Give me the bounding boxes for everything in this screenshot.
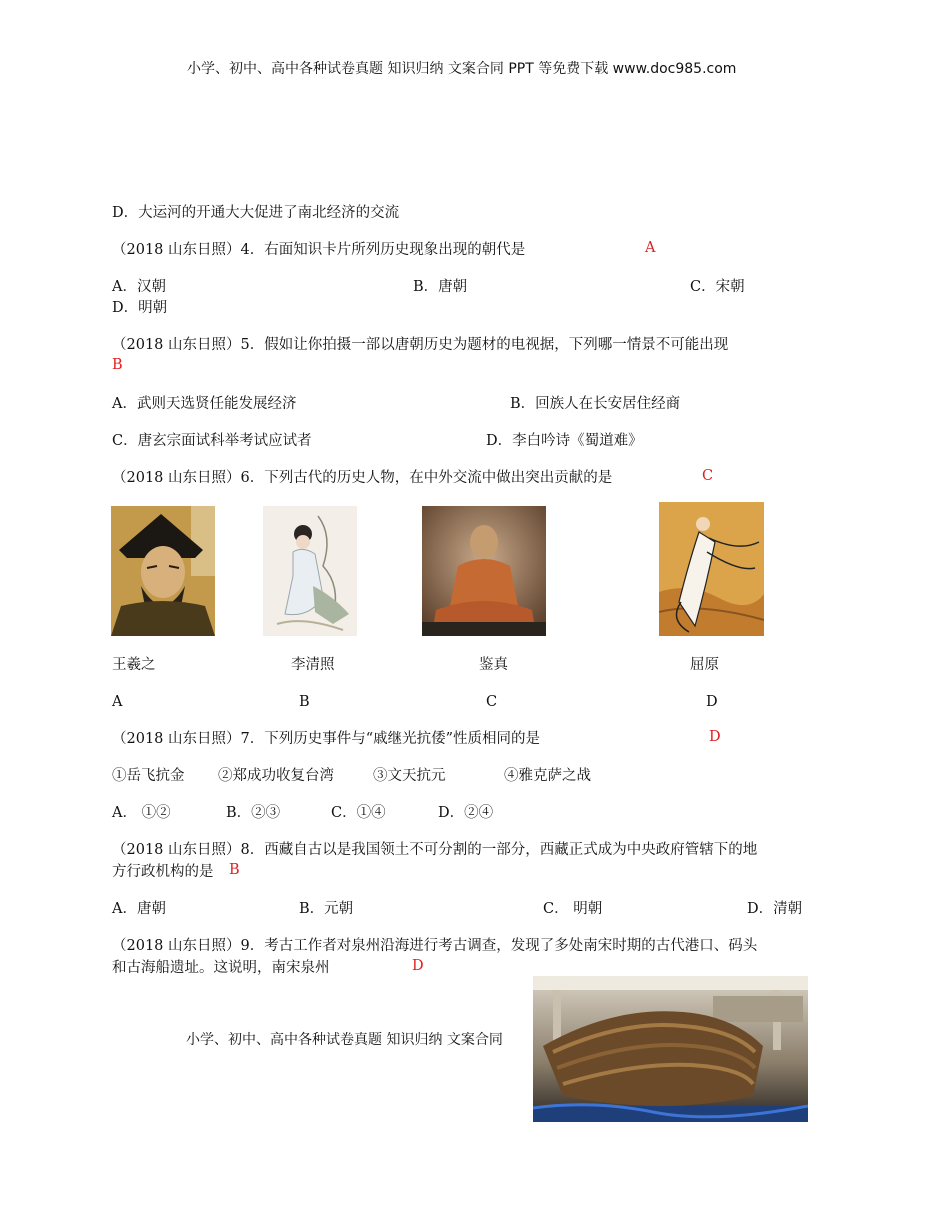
ancient-ship-photo xyxy=(533,976,808,1122)
q7-event-3: ③文天抗元 xyxy=(373,768,446,784)
q8-answer: B xyxy=(229,862,240,878)
q9-stem-line1: （2018 山东日照）9．考古工作者对泉州沿海进行考古调查，发现了多处南宋时期的古代港口、码头 xyxy=(112,938,758,954)
figure-letter-c: C xyxy=(486,694,498,710)
q7-answer: D xyxy=(709,729,721,745)
q7-option-a: A． ①② xyxy=(112,805,171,821)
q4-option-d: D．明朝 xyxy=(112,300,168,316)
q5-option-d: D．李白吟诗《蜀道难》 xyxy=(486,433,643,449)
wang-xizhi-portrait xyxy=(111,506,215,636)
q3-option-d: D．大运河的开通大大促进了南北经济的交流 xyxy=(112,205,400,221)
q4-answer: A xyxy=(645,240,656,256)
q5-option-c: C．唐玄宗面试科举考试应试者 xyxy=(112,433,312,449)
q5-option-a: A．武则天选贤任能发展经济 xyxy=(112,396,297,412)
qu-yuan-painting xyxy=(659,502,764,636)
q4-option-b: B．唐朝 xyxy=(413,279,468,295)
q5-option-b: B．回族人在长安居住经商 xyxy=(510,396,681,412)
q7-option-c: C．①④ xyxy=(331,805,386,821)
q6-stem: （2018 山东日照）6．下列古代的历史人物，在中外交流中做出突出贡献的是 xyxy=(112,470,613,486)
q8-option-c: C． 明朝 xyxy=(543,901,603,917)
q5-stem: （2018 山东日照）5．假如让你拍摄一部以唐朝历史为题材的电视据，下列哪一情景不可能出现 xyxy=(112,337,729,353)
jianzhen-statue xyxy=(422,506,546,636)
q4-option-a: A．汉朝 xyxy=(112,279,166,295)
q9-stem-line2: 和古海船遗址。这说明，南宋泉州 xyxy=(112,960,330,976)
q7-option-d: D．②④ xyxy=(438,805,494,821)
li-qingzhao-portrait xyxy=(263,506,357,636)
q9-answer: D xyxy=(412,958,424,974)
figure-letter-a: A xyxy=(112,694,123,710)
q7-event-2: ②郑成功收复台湾 xyxy=(218,768,334,784)
q7-option-b: B．②③ xyxy=(226,805,281,821)
q8-option-b: B．元朝 xyxy=(299,901,354,917)
page-footer: 小学、初中、高中各种试卷真题 知识归纳 文案合同 xyxy=(186,1032,503,1048)
figure-name-d: 屈原 xyxy=(690,657,719,673)
q4-option-c: C．宋朝 xyxy=(690,279,745,295)
q6-answer: C xyxy=(702,468,714,484)
q5-answer: B xyxy=(112,357,123,373)
q8-stem-line1: （2018 山东日照）8．西藏自古以是我国领土不可分割的一部分，西藏正式成为中央政府管辖下的地 xyxy=(112,842,758,858)
figure-letter-d: D xyxy=(706,694,718,710)
figure-name-c: 鉴真 xyxy=(479,657,508,673)
figure-name-b: 李清照 xyxy=(291,657,335,673)
q7-stem: （2018 山东日照）7．下列历史事件与“戚继光抗倭”性质相同的是 xyxy=(112,731,541,747)
q8-stem-line2: 方行政机构的是 xyxy=(112,864,214,880)
q8-option-d: D．清朝 xyxy=(747,901,803,917)
q7-event-4: ④雅克萨之战 xyxy=(504,768,591,784)
q8-option-a: A．唐朝 xyxy=(112,901,166,917)
q7-event-1: ①岳飞抗金 xyxy=(112,768,185,784)
page-header: 小学、初中、高中各种试卷真题 知识归纳 文案合同 PPT 等免费下载 www.doc985.com xyxy=(187,61,737,77)
figure-letter-b: B xyxy=(299,694,310,710)
figure-name-a: 王羲之 xyxy=(112,657,156,673)
q4-stem: （2018 山东日照）4．右面知识卡片所列历史现象出现的朝代是 xyxy=(112,242,526,258)
